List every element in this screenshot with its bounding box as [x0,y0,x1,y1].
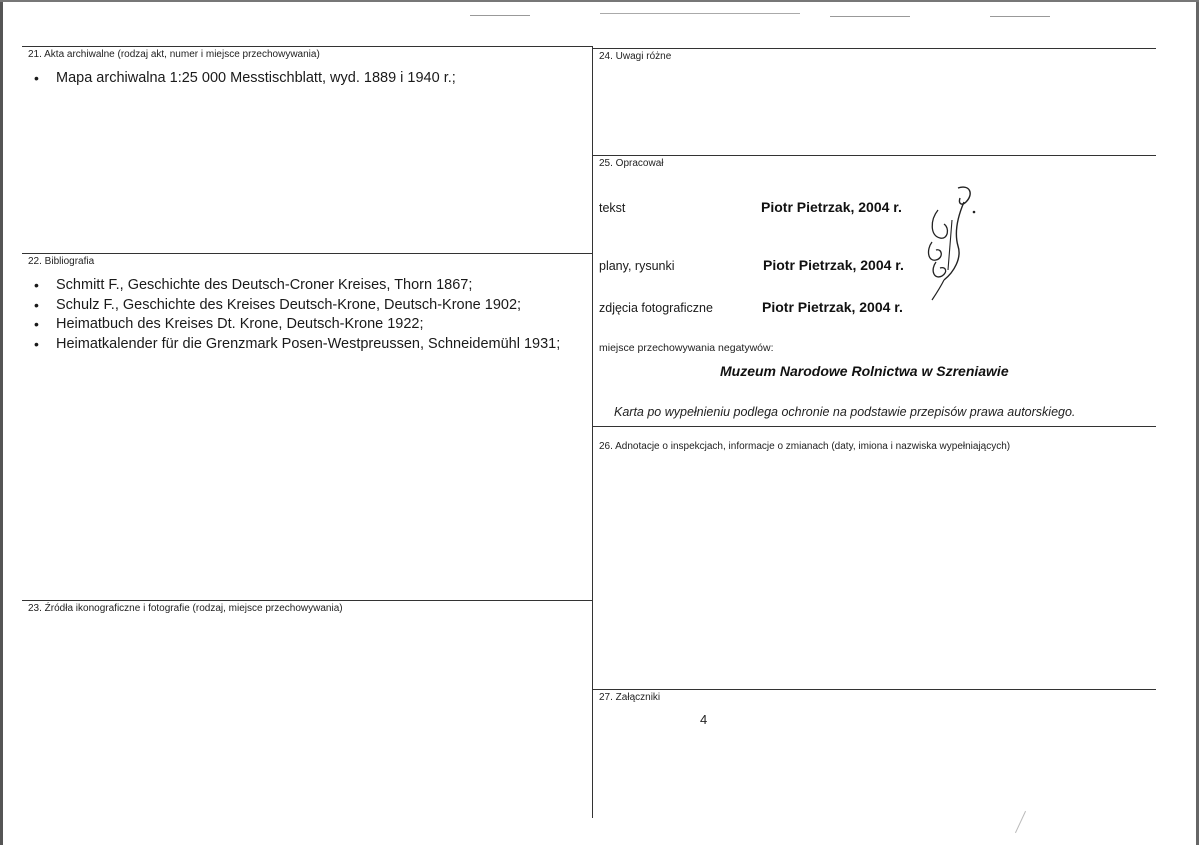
field-photos-label: zdjęcia fotograficzne [599,301,713,315]
divider-21-22 [22,253,592,254]
section-24-label: 24. Uwagi różne [599,51,672,62]
section-23-label: 23. Źródła ikonograficzne i fotografie (rodzaj, miejsce przechowywania) [28,603,343,614]
scan-stroke-top-4 [990,16,1050,17]
top-rule-left [22,46,592,47]
field-plans-value: Piotr Pietrzak, 2004 r. [763,257,904,273]
section-21-list [28,69,456,89]
section-21-label: 21. Akta archiwalne (rodzaj akt, numer i miejsce przechowywania) [28,49,320,60]
field-photos-value: Piotr Pietrzak, 2004 r. [762,299,903,315]
list-item: • Heimatbuch des Kreises Dt. Krone, Deutsch-Krone 1922; [28,315,560,335]
scan-edge-top [0,0,1199,2]
list-item: • Mapa archiwalna 1:25 000 Messtischblatt, wyd. 1889 i 1940 r.; [28,69,456,89]
handwritten-signature [918,180,980,305]
scan-stroke-bottom [1015,811,1026,833]
section-27-label: 27. Załączniki [599,692,661,703]
list-item: • Schmitt F., Geschichte des Deutsch-Croner Kreises, Thorn 1867; [28,276,560,296]
section-25-label: 25. Opracował [599,158,664,169]
negatives-storage-value: Muzeum Narodowe Rolnictwa w Szreniawie [720,363,1009,379]
divider-26-27 [593,689,1156,690]
section-22-list [28,276,560,354]
scan-stroke-top-3 [830,16,910,17]
divider-25-26 [593,426,1156,427]
list-item: • Schulz F., Geschichte des Kreises Deutsch-Krone, Deutsch-Krone 1902; [28,296,560,316]
list-item: • Heimatkalender für die Grenzmark Posen-Westpreussen, Schneidemühl 1931; [28,335,560,355]
scan-edge-left [0,0,3,845]
center-divider [592,46,593,818]
scan-stroke-top-1 [470,15,530,16]
section-22-label: 22. Bibliografia [28,256,95,267]
scan-stroke-top-2 [600,13,800,14]
page-number: 4 [700,712,708,727]
field-text-value: Piotr Pietrzak, 2004 r. [761,199,902,215]
section-26-label: 26. Adnotacje o inspekcjach, informacje o zmianach (daty, imiona i nazwiska wypełniających) [599,441,1011,452]
negatives-storage-label: miejsce przechowywania negatywów: [599,342,774,354]
field-plans-label: plany, rysunki [599,259,675,273]
top-rule-right [593,48,1156,49]
divider-24-25 [593,155,1156,156]
divider-22-23 [22,600,592,601]
copyright-note: Karta po wypełnieniu podlega ochronie na podstawie przepisów prawa autorskiego. [614,405,1076,419]
field-text-label: tekst [599,201,626,215]
